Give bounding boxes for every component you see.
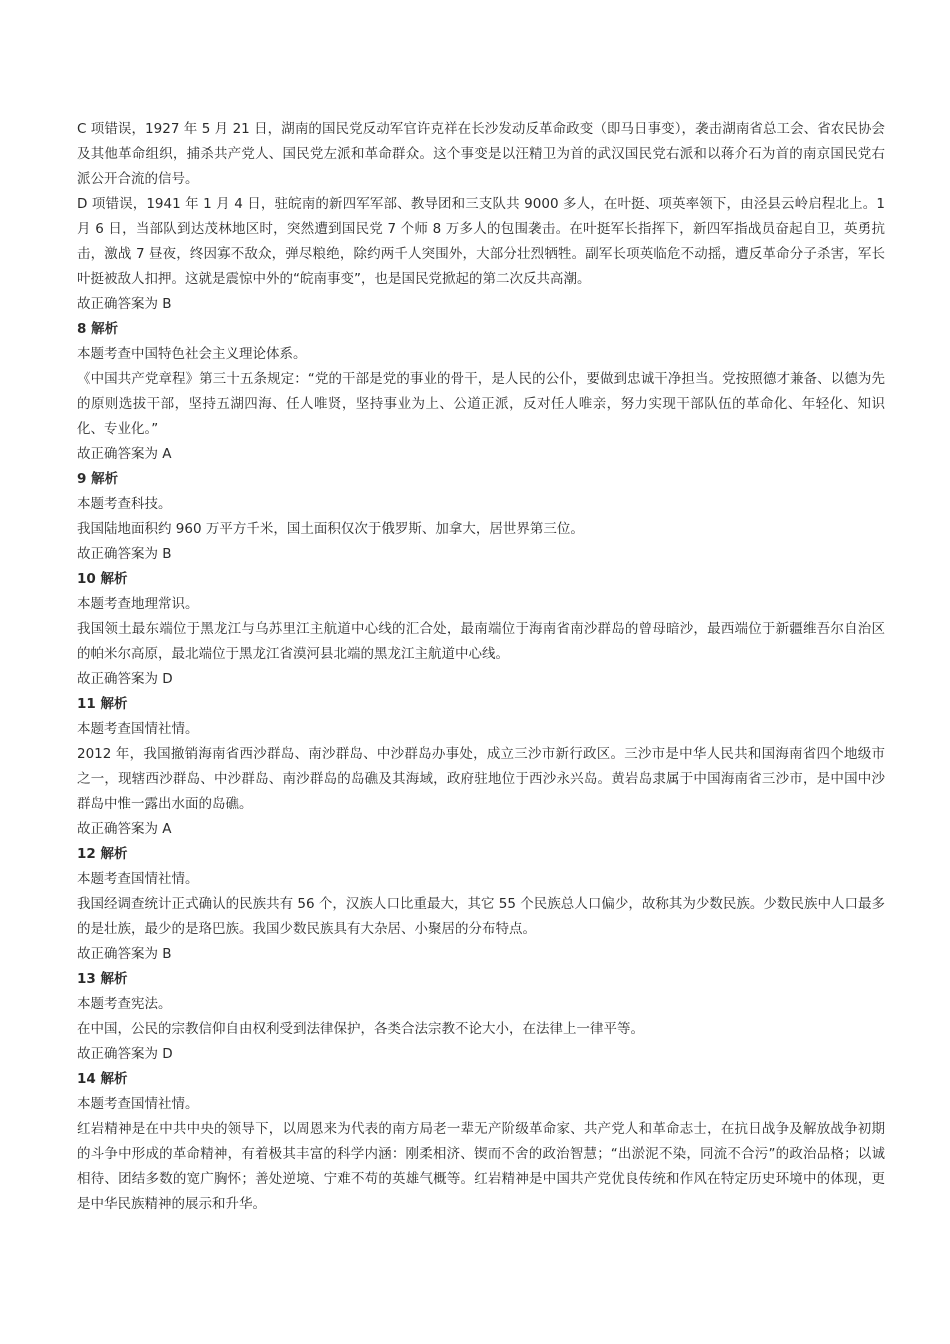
- question-14-heading: 14 解析: [77, 1071, 128, 1087]
- question-13-body: 在中国，公民的宗教信仰自由权利受到法律保护，各类合法宗教不论大小，在法律上一律平等。: [77, 1021, 644, 1037]
- question-12-body: 我国经调查统计正式确认的民族共有 56 个，汉族人口比重最大，其它 55 个民族总人口偏少，故称其为少数民族。少数民族中人口最多的是壮族，最少的是珞巴族。我国少数民族具有大杂居、小聚居的分布特点。: [77, 896, 885, 937]
- question-11-body: 2012 年，我国撤销海南省西沙群岛、南沙群岛、中沙群岛办事处，成立三沙市新行政区。三沙市是中华人民共和国海南省四个地级市之一，现辖西沙群岛、中沙群岛、南沙群岛的岛礁及其海域，政府驻地位于西沙永兴岛。黄岩岛隶属于中国海南省三沙市，是中国中沙群岛中惟一露出水面的岛礁。: [77, 746, 885, 812]
- question-13-heading: 13 解析: [77, 971, 128, 987]
- question-11-topic: 本题考查国情社情。: [77, 721, 199, 737]
- question-10-answer: 故正确答案为 D: [77, 671, 173, 687]
- question-11-answer: 故正确答案为 A: [77, 821, 172, 837]
- question-13-answer: 故正确答案为 D: [77, 1046, 173, 1062]
- question-8-heading: 8 解析: [77, 321, 119, 337]
- question-14-body: 红岩精神是在中共中央的领导下，以周恩来为代表的南方局老一辈无产阶级革命家、共产党人和革命志士，在抗日战争及解放战争初期的斗争中形成的革命精神，有着极其丰富的科学内涵：刚柔相济、锲而不舍的政治智慧；“出淤泥不染，同流不合污”的政治品格；以诚相待、团结多数的宽广胸怀；善处逆境、宁难不苟的英雄气概等。红岩精神是中国共产党优良传统和作风在特定历史环境中的体现，更是中华民族精神的展示和升华。: [77, 1121, 885, 1212]
- option-d-explanation: D 项错误，1941 年 1 月 4 日，驻皖南的新四军军部、教导团和三支队共 9000 多人，在叶挺、项英率领下，由泾县云岭启程北上。1 月 6 日，当部队到达茂林地区时，突然遭到国民党 7 个师 8 万多人的包围袭击。在叶挺军长指挥下，新四军指战员奋起自卫，英勇抗击，激战 7 昼夜，终因寡不敌众，弹尽粮绝，除约两千人突围外，大部分壮烈牺牲。副军长项英临危不动摇，遭反革命分子杀害，军长叶挺被敌人扣押。这就是震惊中外的“皖南事变”，也是国民党掀起的第二次反共高潮。: [77, 196, 885, 287]
- question-8-answer: 故正确答案为 A: [77, 446, 172, 462]
- question-14-topic: 本题考查国情社情。: [77, 1096, 199, 1112]
- question-9-topic: 本题考查科技。: [77, 496, 172, 512]
- question-10-body: 我国领土最东端位于黑龙江与乌苏里江主航道中心线的汇合处，最南端位于海南省南沙群岛的曾母暗沙，最西端位于新疆维吾尔自治区的帕米尔高原，最北端位于黑龙江省漠河县北端的黑龙江主航道中心线。: [77, 621, 885, 662]
- question-12-topic: 本题考查国情社情。: [77, 871, 199, 887]
- question-10-topic: 本题考查地理常识。: [77, 596, 199, 612]
- question-11-heading: 11 解析: [77, 696, 128, 712]
- question-13-topic: 本题考查宪法。: [77, 996, 172, 1012]
- question-9-heading: 9 解析: [77, 471, 119, 487]
- question-8-body: 《中国共产党章程》第三十五条规定：“党的干部是党的事业的骨干，是人民的公仆，要做到忠诚干净担当。党按照德才兼备、以德为先的原则选拔干部，坚持五湖四海、任人唯贤，坚持事业为上、公道正派，反对任人唯亲，努力实现干部队伍的革命化、年轻化、知识化、专业化。”: [77, 371, 885, 437]
- question-9-body: 我国陆地面积约 960 万平方千米，国土面积仅次于俄罗斯、加拿大，居世界第三位。: [77, 521, 584, 537]
- document-page: [77, 117, 885, 1217]
- answer-line: 故正确答案为 B: [77, 296, 172, 312]
- question-12-answer: 故正确答案为 B: [77, 946, 172, 962]
- option-c-explanation: C 项错误，1927 年 5 月 21 日，湖南的国民党反动军官许克祥在长沙发动反革命政变（即马日事变），袭击湖南省总工会、省农民协会及其他革命组织，捕杀共产党人、国民党左派和革命群众。这个事变是以汪精卫为首的武汉国民党右派和以蒋介石为首的南京国民党右派公开合流的信号。: [77, 121, 885, 187]
- question-9-answer: 故正确答案为 B: [77, 546, 172, 562]
- question-8-topic: 本题考查中国特色社会主义理论体系。: [77, 346, 307, 362]
- question-10-heading: 10 解析: [77, 571, 128, 587]
- question-12-heading: 12 解析: [77, 846, 128, 862]
